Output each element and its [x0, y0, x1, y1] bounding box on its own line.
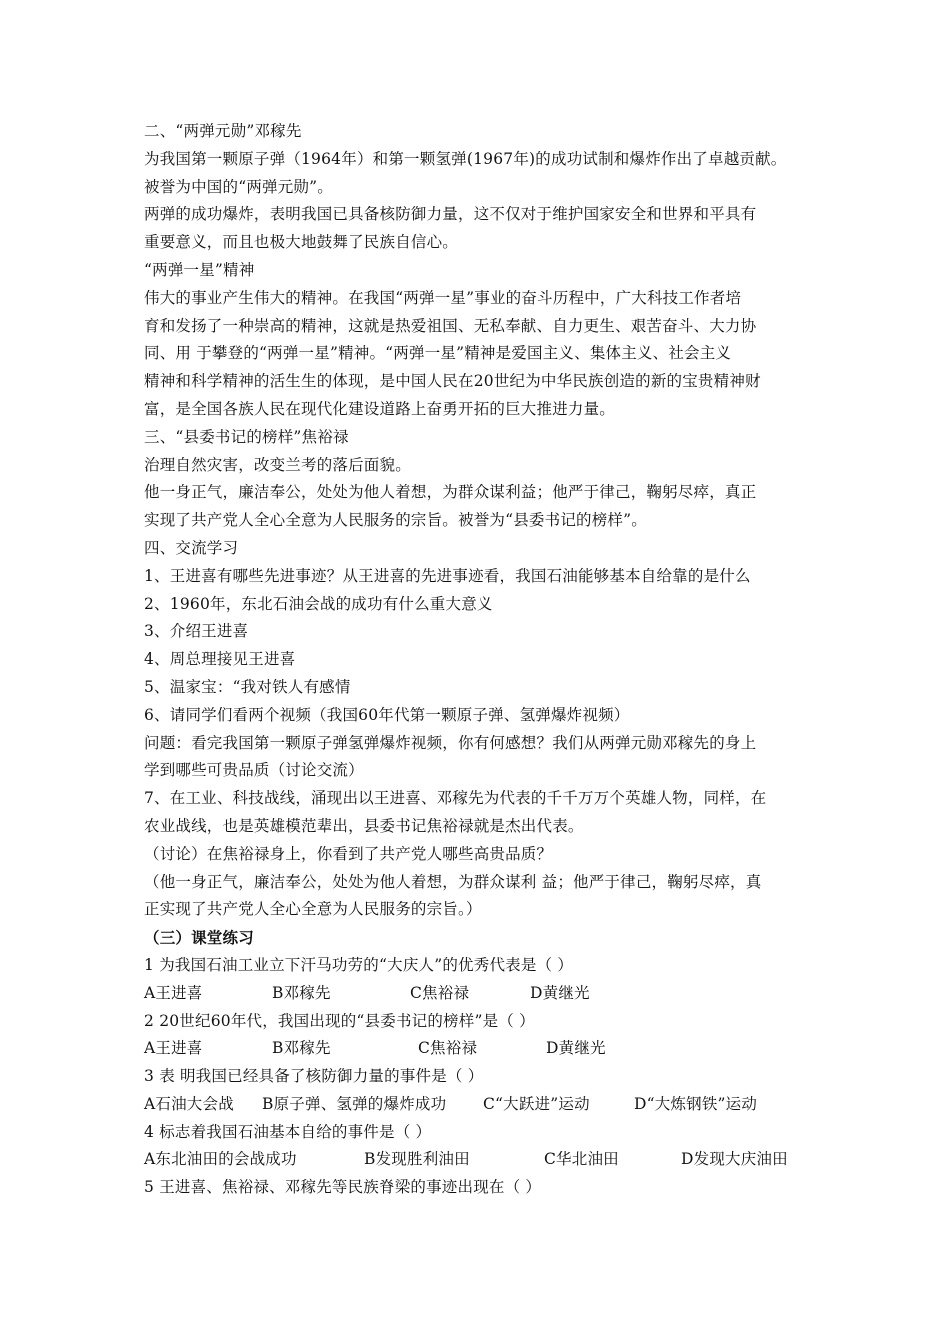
discussion-item: 5、温家宝：“我对铁人有感情	[144, 677, 351, 696]
subheading-two-bombs-spirit: “两弹一星”精神	[144, 260, 255, 279]
paragraph-line: （讨论）在焦裕禄身上，你看到了共产党人哪些高贵品质？	[144, 844, 553, 863]
section-heading-jiao-yulu: 三、“县委书记的榜样”焦裕禄	[144, 427, 349, 446]
paragraph-line: 学到哪些可贵品质（讨论交流）	[144, 761, 364, 780]
option-a: A王进喜	[144, 1039, 203, 1058]
paragraph-line: 伟大的事业产生伟大的精神。在我国“两弹一星”事业的奋斗历程中，广大科技工作者培	[144, 288, 742, 307]
paragraph-line: 育和发扬了一种崇高的精神，这就是热爱祖国、无私奉献、自力更生、艰苦奋斗、大力协	[144, 316, 757, 335]
document-page	[144, 118, 824, 1202]
question-text: 1 为我国石油工业立下汗马功劳的“大庆人”的优秀代表是（ ）	[144, 955, 574, 974]
paragraph-line: 问题：看完我国第一颗原子弹氢弹爆炸视频，你有何感想？我们从两弹元勋邓稼先的身上	[144, 733, 757, 752]
discussion-item: 6、请同学们看两个视频（我国60年代第一颗原子弹、氢弹爆炸视频）	[144, 705, 630, 724]
discussion-item: 3、介绍王进喜	[144, 622, 249, 641]
option-c: C“大跃进”运动	[483, 1094, 590, 1113]
question-options	[144, 1091, 824, 1119]
question-text: 5 王进喜、焦裕禄、邓稼先等民族脊梁的事迹出现在（ ）	[144, 1178, 542, 1197]
option-c: C华北油田	[544, 1150, 619, 1169]
paragraph-line: 重要意义，而且也极大地鼓舞了民族自信心。	[144, 233, 459, 252]
discussion-item: 1、王进喜有哪些先进事迹？从王进喜的先进事迹看，我国石油能够基本自给靠的是什么	[144, 566, 751, 585]
question-text: 4 标志着我国石油基本自给的事件是（ ）	[144, 1122, 432, 1141]
paragraph-line: 富，是全国各族人民在现代化建设道路上奋勇开拓的巨大推进力量。	[144, 399, 616, 418]
option-a: A王进喜	[144, 983, 203, 1002]
option-c: C焦裕禄	[418, 1039, 478, 1058]
paragraph-line: 被誉为中国的“两弹元勋”。	[144, 177, 333, 196]
question-text: 3 表 明我国已经具备了核防御力量的事件是（ ）	[144, 1067, 484, 1086]
option-d: D发现大庆油田	[681, 1150, 788, 1169]
discussion-item: 7、在工业、科技战线，涌现出以王进喜、邓稼先为代表的千千万万个英雄人物，同样，在	[144, 789, 767, 808]
section-heading-exchange-study: 四、交流学习	[144, 538, 239, 557]
paragraph-line: 两弹的成功爆炸，表明我国已具备核防御力量，这不仅对于维护国家安全和世界和平具有	[144, 205, 757, 224]
option-b: B原子弹、氢弹的爆炸成功	[262, 1094, 447, 1113]
paragraph-line: 实现了共产党人全心全意为人民服务的宗旨。被誉为“县委书记的榜样”。	[144, 511, 647, 530]
option-c: C焦裕禄	[410, 983, 470, 1002]
paragraph-line: 正实现了共产党人全心全意为人民服务的宗旨。）	[144, 900, 482, 919]
paragraph-line: （他一身正气，廉洁奉公，处处为他人着想，为群众谋利 益；他严于律己，鞠躬尽瘁，真	[144, 872, 762, 891]
section-heading-deng-jiaxian: 二、“两弹元勋”邓稼先	[144, 122, 302, 140]
exercise-heading: （三）课堂练习	[144, 928, 254, 948]
option-a: A石油大会战	[144, 1094, 234, 1113]
option-b: B邓稼先	[272, 1039, 331, 1058]
question-options	[144, 1035, 824, 1063]
paragraph-line: 农业战线，也是英雄模范辈出，县委书记焦裕禄就是杰出代表。	[144, 816, 584, 835]
option-b: B邓稼先	[272, 983, 331, 1002]
option-a: A东北油田的会战成功	[144, 1150, 297, 1169]
option-b: B发现胜利油田	[364, 1150, 470, 1169]
paragraph-line: 为我国第一颗原子弹（1964年）和第一颗氢弹(1967年)的成功试制和爆炸作出了卓越贡献。	[144, 149, 787, 168]
option-d: D黄继光	[530, 983, 590, 1002]
question-options	[144, 980, 824, 1008]
question-text: 2 20世纪60年代，我国出现的“县委书记的榜样”是（ ）	[144, 1011, 535, 1030]
option-d: D“大炼钢铁”运动	[634, 1094, 758, 1113]
paragraph-line: 同、用 于攀登的“两弹一星”精神。“两弹一星”精神是爱国主义、集体主义、社会主义	[144, 344, 732, 363]
paragraph-line: 治理自然灾害，改变兰考的落后面貌。	[144, 455, 411, 474]
option-d: D黄继光	[546, 1039, 606, 1058]
paragraph-line: 他一身正气，廉洁奉公，处处为他人着想，为群众谋利益；他严于律己，鞠躬尽瘁，真正	[144, 483, 757, 502]
paragraph-line: 精神和科学精神的活生生的体现，是中国人民在20世纪为中华民族创造的新的宝贵精神财	[144, 372, 761, 391]
discussion-item: 2、1960年，东北石油会战的成功有什么重大意义	[144, 594, 493, 613]
discussion-item: 4、周总理接见王进喜	[144, 650, 296, 669]
question-options	[144, 1146, 824, 1174]
